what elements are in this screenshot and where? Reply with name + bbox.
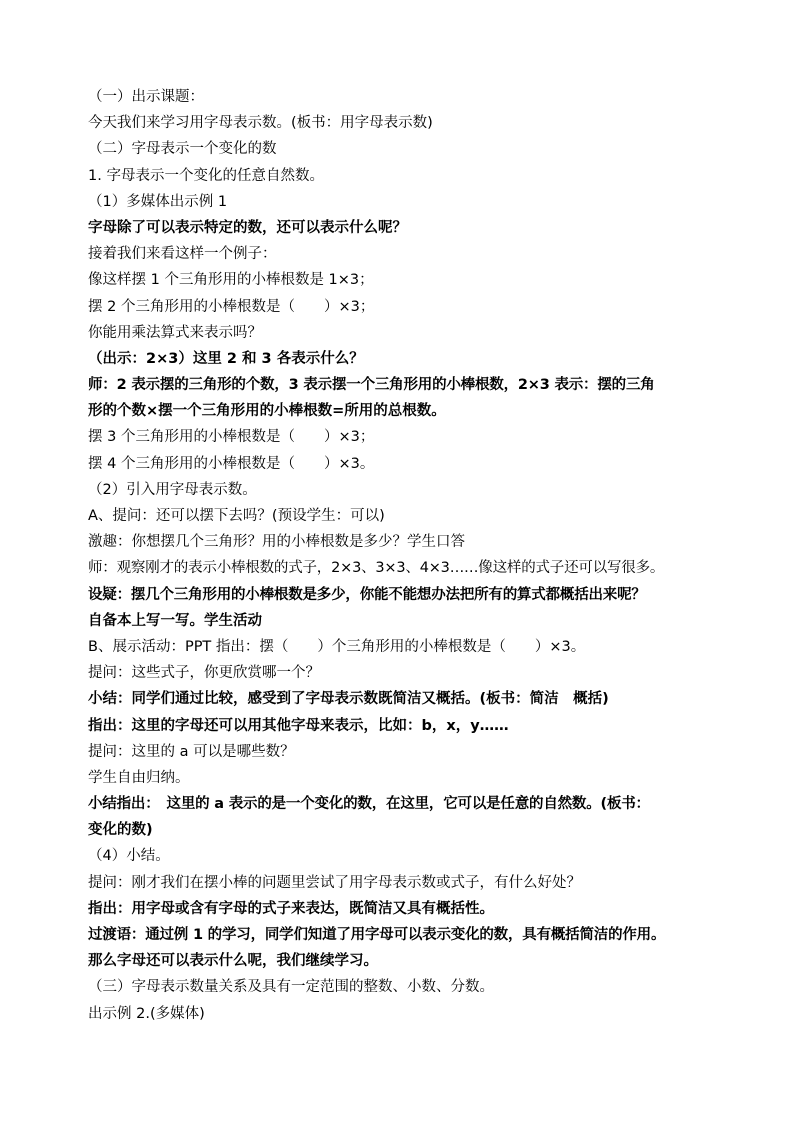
text-line: （一）出示课题： <box>88 89 204 105</box>
text-line: 激趣：你想摆几个三角形？用的小棒根数是多少？学生口答 <box>88 534 465 551</box>
text-line: 学生自由归纳。 <box>88 769 190 786</box>
text-line: 你能用乘法算式来表示吗？ <box>88 324 262 341</box>
text-line: （三）字母表示数量关系及具有一定范围的整数、小数、分数。 <box>88 979 494 996</box>
text-line: （出示：2×3）这里 2 和 3 各表示什么？ <box>88 350 364 367</box>
text-line: （1）多媒体出示例 1 <box>88 193 228 210</box>
text-line: 摆 2 个三角形用的小棒根数是（ ）×3； <box>88 298 375 315</box>
text-line: B、展示活动：PPT 指出：摆（ ）个三角形用的小棒根数是（ ）×3。 <box>88 638 586 655</box>
text-line: 提问：这些式子，你更欣赏哪一个？ <box>88 665 320 682</box>
text-line: 变化的数) <box>88 822 153 839</box>
text-line: 提问：刚才我们在摆小棒的问题里尝试了用字母表示数或式子，有什么好处？ <box>88 874 581 891</box>
text-line: 提问：这里的 a 可以是哪些数？ <box>88 743 295 760</box>
text-line: 摆 3 个三角形用的小棒根数是（ ）×3； <box>88 429 375 446</box>
text-line: 设疑：摆几个三角形用的小棒根数是多少，你能不能想办法把所有的算式都概括出来呢？ <box>88 586 646 603</box>
text-line: A、提问：还可以摆下去吗？(预设学生：可以) <box>88 508 385 524</box>
text-line: （二）字母表示一个变化的数 <box>88 141 277 158</box>
text-line: （4）小结。 <box>88 848 170 865</box>
text-line: 自备本上写一写。学生活动 <box>88 612 262 629</box>
text-line: 小结指出： 这里的 a 表示的是一个变化的数，在这里，它可以是任意的自然数。(板书： <box>88 796 650 813</box>
text-line: 师：观察刚才的表示小棒根数的式子，2×3、3×3、4×3……像这样的式子还可以写很多。 <box>88 560 665 577</box>
text-line: 小结：同学们通过比较，感受到了字母表示数既简洁又概括。(板书：简洁 概括) <box>88 691 609 708</box>
text-line: 字母除了可以表示特定的数，还可以表示什么呢？ <box>88 219 407 236</box>
text-line: 接着我们来看这样一个例子： <box>88 246 277 263</box>
text-line: 指出：用字母或含有字母的式子来表达，既简洁又具有概括性。 <box>88 900 494 917</box>
text-line: 今天我们来学习用字母表示数。(板书：用字母表示数) <box>88 115 433 132</box>
text-line: 像这样摆 1 个三角形用的小棒根数是 1×3； <box>88 272 374 289</box>
text-line: 1. 字母表示一个变化的任意自然数。 <box>88 167 324 184</box>
text-line: 形的个数×摆一个三角形用的小棒根数=所用的总根数。 <box>88 403 446 420</box>
text-line: 那么字母还可以表示什么呢，我们继续学习。 <box>88 953 378 970</box>
text-line: 摆 4 个三角形用的小棒根数是（ ）×3。 <box>88 455 375 472</box>
text-line: 师：2 表示摆的三角形的个数，3 表示摆一个三角形用的小棒根数，2×3 表示：摆的三角 <box>88 377 655 394</box>
text-line: 出示例 2.(多媒体) <box>88 1005 205 1022</box>
text-line: 指出：这里的字母还可以用其他字母来表示，比如：b，x，y…… <box>88 717 509 734</box>
text-line: 过渡语：通过例 1 的学习，同学们知道了用字母可以表示变化的数，具有概括简洁的作用。 <box>88 927 666 943</box>
text-line: （2）引入用字母表示数。 <box>88 481 257 498</box>
